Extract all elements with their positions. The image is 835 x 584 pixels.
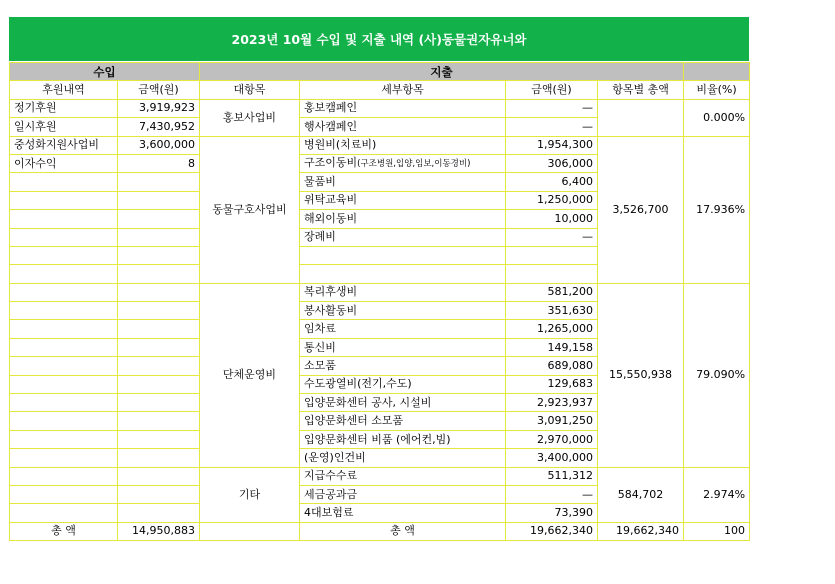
category-total: 15,550,938 (598, 283, 684, 467)
income-label (10, 467, 118, 485)
income-amount (118, 210, 200, 228)
ratio-total: 100 (684, 522, 750, 540)
expense-item-name (300, 504, 506, 522)
income-amount (118, 504, 200, 522)
expense-item-label: 세금공과금 (304, 487, 358, 501)
expense-item-name (300, 246, 506, 264)
expense-item-amount: 73,390 (506, 504, 598, 522)
income-amount (118, 302, 200, 320)
expense-item-amount: — (506, 228, 598, 246)
expense-item-name (300, 320, 506, 338)
income-amount (118, 449, 200, 467)
expense-item-label: 장례비 (304, 230, 336, 244)
expense-item-name (300, 99, 506, 117)
expense-item-name (300, 485, 506, 503)
income-total-label: 총 액 (10, 522, 118, 540)
income-amount (118, 430, 200, 448)
expense-item-label: 해외이동비 (304, 211, 358, 225)
expense-category: 홍보사업비 (200, 99, 300, 136)
expense-item-name (300, 173, 506, 191)
category-ratio: 17.936% (684, 136, 750, 283)
table-row (10, 136, 750, 154)
totals-row (10, 522, 750, 540)
expense-item-name (300, 430, 506, 448)
income-label (10, 504, 118, 522)
expense-item-name (300, 375, 506, 393)
expense-item-label: 구조이동비 (304, 156, 358, 170)
expense-item-name (300, 265, 506, 283)
expense-item-amount (506, 246, 598, 264)
income-label (10, 338, 118, 356)
category-total (598, 99, 684, 136)
income-amount (118, 485, 200, 503)
income-amount (118, 394, 200, 412)
expense-item-label: 4대보험료 (304, 506, 354, 520)
table-row (10, 467, 750, 485)
expense-item-amount: 689,080 (506, 357, 598, 375)
expense-category-total-sum: 19,662,340 (598, 522, 684, 540)
expense-total-amount: 19,662,340 (506, 522, 598, 540)
expense-item-label: 홍보캠페인 (304, 101, 358, 115)
expense-item-label: 물품비 (304, 175, 336, 189)
expense-item-label: (운영)인건비 (304, 450, 366, 464)
income-label (10, 412, 118, 430)
category-ratio: 0.000% (684, 99, 750, 136)
category-ratio: 2.974% (684, 467, 750, 522)
expense-item-name (300, 449, 506, 467)
expense-item-label: 소모품 (304, 358, 336, 372)
income-amount (118, 228, 200, 246)
col-header-category-total: 항목별 총액 (598, 81, 684, 99)
income-amount: 3,919,923 (118, 99, 200, 117)
income-amount: 7,430,952 (118, 118, 200, 136)
expense-item-amount: 351,630 (506, 302, 598, 320)
income-label (10, 265, 118, 283)
income-label (10, 191, 118, 209)
expense-item-name (300, 338, 506, 356)
income-amount (118, 246, 200, 264)
expense-item-label: 임차료 (304, 322, 336, 336)
expense-header: 지출 (200, 63, 684, 81)
income-label: 중성화지원사업비 (10, 136, 118, 154)
expense-item-amount: 1,954,300 (506, 136, 598, 154)
income-label: 정기후원 (10, 99, 118, 117)
expense-item-name (300, 283, 506, 301)
income-label (10, 283, 118, 301)
expense-item-name (300, 118, 506, 136)
expense-item-name (300, 228, 506, 246)
income-amount (118, 265, 200, 283)
expense-item-amount: 1,265,000 (506, 320, 598, 338)
income-header: 수입 (10, 63, 200, 81)
income-label: 일시후원 (10, 118, 118, 136)
expense-item-amount: 129,683 (506, 375, 598, 393)
income-label (10, 320, 118, 338)
income-label (10, 357, 118, 375)
expense-item-amount: 581,200 (506, 283, 598, 301)
expense-item-label: 행사캠페인 (304, 119, 358, 133)
expense-item-label: 지급수수료 (304, 469, 358, 483)
expense-item-amount: — (506, 485, 598, 503)
income-label (10, 210, 118, 228)
income-total-amount: 14,950,883 (118, 522, 200, 540)
col-header-expense-amount: 금액(원) (506, 81, 598, 99)
income-amount (118, 338, 200, 356)
income-amount (118, 283, 200, 301)
expense-item-amount: 6,400 (506, 173, 598, 191)
income-label (10, 430, 118, 448)
expense-item-amount: 1,250,000 (506, 191, 598, 209)
expense-item-name (300, 357, 506, 375)
expense-item-name (300, 394, 506, 412)
expense-item-note: (구조병원,입양,임보,이동경비) (357, 159, 471, 170)
report-title: 2023년 10월 수입 및 지출 내역 (사)동물권자유너와 (9, 17, 749, 62)
expense-item-amount: 2,923,937 (506, 394, 598, 412)
expense-item-name (300, 191, 506, 209)
expense-item-amount: 149,158 (506, 338, 598, 356)
income-amount (118, 173, 200, 191)
income-amount (118, 320, 200, 338)
expense-item-amount: 3,400,000 (506, 449, 598, 467)
col-header-category: 대항목 (200, 81, 300, 99)
income-label (10, 302, 118, 320)
income-label (10, 246, 118, 264)
expense-item-name (300, 467, 506, 485)
income-amount (118, 412, 200, 430)
category-total: 584,702 (598, 467, 684, 522)
income-amount (118, 375, 200, 393)
expense-category: 동물구호사업비 (200, 136, 300, 283)
col-header-detail: 세부항목 (300, 81, 506, 99)
income-amount: 8 (118, 154, 200, 172)
expense-item-name (300, 302, 506, 320)
income-amount (118, 357, 200, 375)
expense-item-amount: — (506, 99, 598, 117)
expense-item-label: 복리후생비 (304, 285, 358, 299)
expense-item-amount: 306,000 (506, 154, 598, 172)
income-label (10, 449, 118, 467)
expense-category: 기타 (200, 467, 300, 522)
expense-item-name (300, 412, 506, 430)
col-header-income-amount: 금액(원) (118, 81, 200, 99)
expense-item-name (300, 210, 506, 228)
income-label (10, 375, 118, 393)
totals-blank (200, 522, 300, 540)
income-amount (118, 467, 200, 485)
table-row (10, 99, 750, 117)
expense-item-name (300, 136, 506, 154)
col-header-donation-type: 후원내역 (10, 81, 118, 99)
expense-item-label: 봉사활동비 (304, 303, 358, 317)
col-header-ratio: 비율(%) (684, 81, 750, 99)
income-label: 이자수익 (10, 154, 118, 172)
income-label (10, 485, 118, 503)
category-ratio: 79.090% (684, 283, 750, 467)
expense-item-label: 입양문화센터 공사, 시설비 (304, 395, 432, 409)
expense-item-label: 통신비 (304, 340, 336, 354)
expense-item-label: 수도광열비(전기,수도) (304, 377, 412, 391)
report-sheet (9, 17, 749, 541)
expense-item-amount: — (506, 118, 598, 136)
blank-header (684, 63, 750, 81)
finance-table (9, 62, 750, 541)
expense-category: 단체운영비 (200, 283, 300, 467)
expense-item-label: 입양문화센터 비품 (에어컨,빔) (304, 432, 451, 446)
income-label (10, 173, 118, 191)
expense-item-amount: 10,000 (506, 210, 598, 228)
expense-item-amount: 511,312 (506, 467, 598, 485)
expense-item-label: 병원비(치료비) (304, 138, 377, 152)
income-label (10, 228, 118, 246)
income-amount (118, 191, 200, 209)
expense-item-amount: 2,970,000 (506, 430, 598, 448)
expense-item-amount: 3,091,250 (506, 412, 598, 430)
expense-item-amount (506, 265, 598, 283)
table-row (10, 283, 750, 301)
expense-item-label: 입양문화센터 소모품 (304, 414, 404, 428)
expense-total-label: 총 액 (300, 522, 506, 540)
income-amount: 3,600,000 (118, 136, 200, 154)
expense-item-name (300, 154, 506, 172)
income-label (10, 394, 118, 412)
expense-item-label: 위탁교육비 (304, 193, 358, 207)
category-total: 3,526,700 (598, 136, 684, 283)
